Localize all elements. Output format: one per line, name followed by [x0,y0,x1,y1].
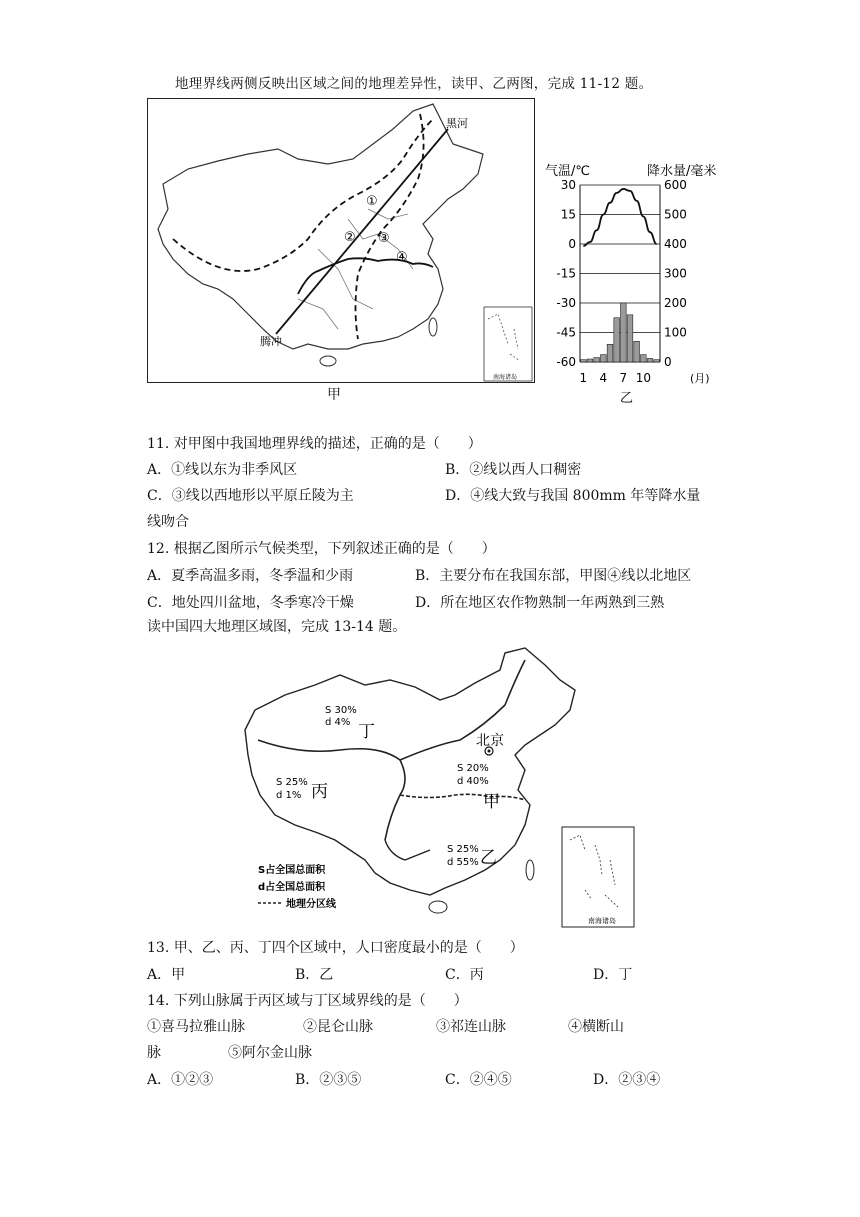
precip-bar [621,303,627,362]
q13-option-d[interactable]: D．丁 [593,967,633,983]
label-yi: 乙 [480,848,497,868]
left-tick-label: 0 [568,237,576,251]
legend-s: S占全国总面积 [258,865,326,876]
right-tick-label: 500 [664,207,687,222]
x-axis-ticks [580,371,651,385]
q12-option-c[interactable]: C．地处四川盆地，冬季寒冷干燥 [147,595,354,611]
x-tick-label: 7 [619,371,628,385]
taiwan-island [429,318,437,336]
precip-bar [641,355,647,362]
map-jia [147,98,535,383]
four-regions-map [240,645,635,930]
left-tick-label: 30 [560,178,576,192]
q11-option-d[interactable]: D．④线大致与我国 800mm 年等降水量 [445,488,701,504]
q14-item-4-cont: 脉 [147,1045,161,1061]
ding-d-value: d 4% [325,717,351,728]
bing-d-value: d 1% [276,790,302,801]
boundary-ding-jia [400,660,525,760]
right-tick-label: 200 [664,296,687,310]
q13-option-c[interactable]: C．丙 [445,967,484,983]
left-tick-label: -60 [556,355,576,369]
inset-label: 南海诸岛 [493,374,518,381]
precip-bar [627,315,633,362]
q13-option-b[interactable]: B．乙 [295,967,334,983]
q14-stem: 14. 下列山脉属于丙区域与丁区域界线的是（ ） [147,993,468,1009]
precip-bar [607,344,613,362]
x-tick-label: 10 [635,371,651,385]
q14-item-5: ⑤阿尔金山脉 [228,1045,312,1061]
label-bing: 丙 [311,782,328,802]
label-circle-1: ① [366,194,378,209]
label-circle-4: ④ [396,250,408,265]
q13-option-a[interactable]: A．甲 [147,967,186,983]
legend-boundary: 地理分区线 [286,899,336,910]
q14-item-4: ④横断山 [568,1019,624,1035]
line-dashed-west [173,119,433,271]
q12-option-a[interactable]: A．夏季高温多雨，冬季温和少雨 [147,568,354,584]
intro-text-1: 地理界线两侧反映出区域之间的地理差异性，读甲、乙两图，完成 11-12 题。 [175,76,653,92]
right-tick-label: 100 [664,325,687,340]
left-tick-label: -30 [556,296,576,310]
left-axis-ticks [556,178,576,369]
map2-inset-label: 南海诸岛 [588,917,616,925]
ding-s-value: S 30% [325,705,357,716]
label-circle-3: ③ [378,231,390,246]
x-tick-label: 1 [579,371,588,385]
right-tick-label: 300 [664,266,687,281]
x-axis-unit: (月) [690,372,710,385]
label-beijing: 北京 [476,733,504,749]
q11-option-b[interactable]: B．②线以西人口稠密 [445,462,582,478]
right-axis-ticks [664,178,687,369]
yi-s-value: S 25% [447,844,479,855]
right-tick-label: 600 [664,178,687,192]
yi-d-value: d 55% [447,857,479,868]
precip-bar [654,360,660,362]
left-tick-label: 15 [560,207,576,222]
precip-bar [601,355,607,362]
q14-item-1: ①喜马拉雅山脉 [147,1019,245,1035]
q11-stem: 11. 对甲图中我国地理界线的描述，正确的是（ ） [147,436,482,452]
right-tick-label: 0 [664,355,672,369]
q12-stem: 12. 根据乙图所示气候类型，下列叙述正确的是（ ） [147,541,496,557]
legend-d: d占全国总面积 [258,882,326,893]
china-boundary-map [148,99,534,382]
left-tick-label: -45 [556,325,576,340]
left-tick-label: -15 [556,266,576,281]
precip-bar [581,360,587,362]
right-tick-label: 400 [664,237,687,251]
precip-bar [587,359,593,362]
label-circle-2: ② [344,230,356,245]
city-heihe: 黑河 [446,117,468,130]
precip-bar [594,358,600,362]
climate-caption: 乙 [620,391,634,406]
map2-inset-south-china-sea [562,827,634,927]
q11-option-d-cont: 线吻合 [147,514,189,530]
q14-item-3: ③祁连山脉 [436,1019,506,1035]
temperature-curve [583,189,656,246]
q11-option-a[interactable]: A．①线以东为非季风区 [147,462,298,478]
label-jia: 甲 [483,792,500,812]
q12-option-d[interactable]: D．所在地区农作物熟制一年两熟到三熟 [415,595,665,611]
china-outline [158,104,483,349]
left-axis-title: 气温/℃ [545,164,590,179]
x-tick-label: 4 [599,371,608,385]
q12-option-b[interactable]: B．主要分布在我国东部，甲图④线以北地区 [415,568,692,584]
q14-option-c[interactable]: C．②④⑤ [445,1072,512,1088]
jia-s-value: S 20% [457,763,489,774]
city-tengchong: 腾冲 [260,335,282,348]
q14-option-a[interactable]: A．①②③ [147,1072,214,1088]
jia-d-value: d 40% [457,776,489,787]
boundary-jia-yi [400,794,525,800]
inset-south-china-sea [484,307,532,381]
q14-option-b[interactable]: B．②③⑤ [295,1072,362,1088]
q14-option-d[interactable]: D．②③④ [593,1072,661,1088]
hainan-island [320,356,336,366]
right-axis-title: 降水量/毫米 [647,164,717,179]
precip-bar [614,318,620,362]
precip-bar [634,341,640,362]
boundary-bing-yi [385,840,430,860]
label-ding: 丁 [358,722,375,742]
q13-stem: 13. 甲、乙、丙、丁四个区域中，人口密度最小的是（ ） [147,940,524,956]
intro-text-2: 读中国四大地理区域图，完成 13-14 题。 [147,619,407,635]
climate-chart [535,160,735,410]
bing-s-value: S 25% [276,777,308,788]
line-qinling-huaihe [298,258,433,294]
q11-option-c[interactable]: C．③线以西地形以平原丘陵为主 [147,488,354,504]
precip-bar [647,358,653,362]
map2-taiwan [526,860,534,880]
map-jia-caption: 甲 [327,387,341,403]
q14-item-2: ②昆仑山脉 [303,1019,373,1035]
map2-hainan [429,901,447,913]
